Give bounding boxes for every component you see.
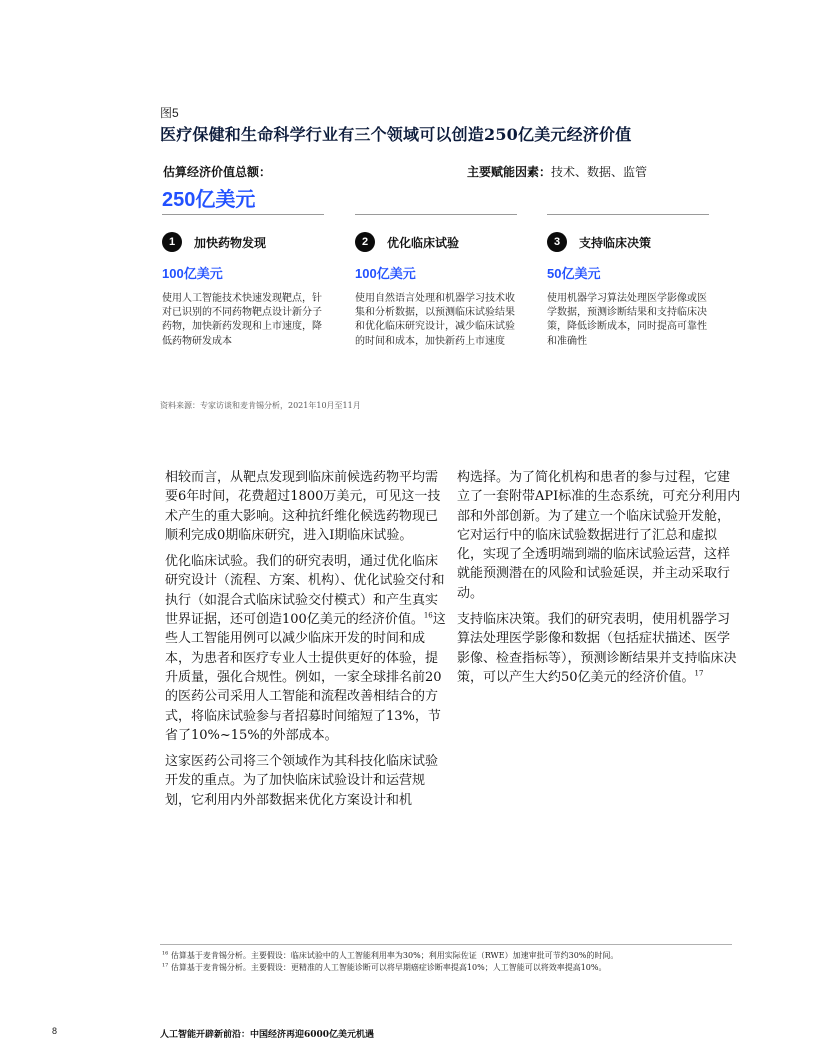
column-divider (355, 214, 517, 215)
body-text: 这些人工智能用例可以减少临床开发的时间和成本，为患者和医疗专业人士提供更好的体验，提升质量，强化合规性。例如，一家全球排名前20的医药公司采用人工智能和流程改善相结合的方式，将临床试验参与者招募时间缩短了13%，节省了10%~15%的外部成本。 (165, 612, 446, 743)
key-enablers (467, 163, 647, 180)
body-paragraph: 这家医药公司将三个领域作为其科技化临床试验开发的重点。为了加快临床试验设计和运营规划，它利用内外部数据来优化方案设计和机 (165, 754, 439, 808)
body-paragraph (457, 610, 741, 687)
footnote-divider (160, 944, 732, 945)
column-divider (547, 214, 709, 215)
area-value: 50亿美元 (547, 266, 601, 281)
area-description: 使用人工智能技术快速发现靶点，针对已识别的不同药物靶点设计新分子药物，加快新药发现和上市速度，降低药物研发成本 (162, 293, 322, 347)
area-number-badge: 2 (355, 232, 375, 252)
area-value: 100亿美元 (355, 266, 416, 281)
figure-title: 医疗保健和生命科学行业有三个领域可以创造250亿美元经济价值 (160, 125, 632, 144)
footnotes (162, 950, 734, 973)
running-title: 人工智能开辟新前沿：中国经济再迎6000亿美元机遇 (160, 1030, 375, 1040)
key-enablers-value: 技术、数据、监管 (551, 165, 648, 179)
area-column-1 (162, 214, 324, 349)
footnote-ref: 17 (694, 669, 704, 678)
area-name: 支持临床决策 (579, 235, 652, 250)
area-number-badge: 3 (547, 232, 567, 252)
footnote-text: 估算基于麦肯锡分析。主要假设：临床试验中的人工智能利用率为30%；利用实际佐证（RWE）加速审批可节约30%的时间。 (170, 951, 619, 960)
body-text: 优化临床试验。我们的研究表明，通过优化临床研究设计（流程、方案、机构）、优化试验交付和执行（如混合式临床试验交付模式）和产生真实世界证据，还可创造100亿美元的经济价值。 (165, 554, 445, 628)
body-paragraph: 相较而言，从靶点发现到临床前候选药物平均需要6年时间，花费超过1800万美元，可见这一技术产生的重大影响。这种抗纤维化候选药物现已顺利完成0期临床研究，进入I期临床试验。 (165, 470, 441, 543)
area-name: 优化临床试验 (387, 235, 460, 250)
footnote-ref: 16 (423, 611, 433, 620)
area-description: 使用机器学习算法处理医学影像或医学数据，预测诊断结果和支持临床决策，降低诊断成本，同时提高可靠性和准确性 (547, 293, 707, 347)
total-value-label: 估算经济价值总额： (163, 165, 272, 179)
body-column-left (165, 468, 449, 817)
footnote (162, 962, 734, 974)
area-column-3 (547, 214, 709, 349)
area-number-badge: 1 (162, 232, 182, 252)
column-divider (162, 214, 324, 215)
footnote-number: 16 (162, 950, 169, 957)
figure-label: 图5 (160, 106, 179, 120)
footnote-number: 17 (162, 961, 169, 968)
body-paragraph: 构选择。为了简化机构和患者的参与过程，它建立了一套附带API标准的生态系统，可充分利用内部和外部创新。为了建立一个临床试验开发舱，它对运行中的临床试验数据进行了汇总和虚拟化，实现了全透明端到端的临床试验运营，这样就能预测潜在的风险和试验延误，并主动采取行动。 (457, 470, 741, 601)
footnote (162, 950, 734, 962)
total-value: 250亿美元 (162, 189, 256, 211)
body-paragraph (165, 552, 449, 745)
area-value: 100亿美元 (162, 266, 223, 281)
body-column-right (457, 468, 741, 694)
body-text: 支持临床决策。我们的研究表明，使用机器学习算法处理医学影像和数据（包括症状描述、医学影像、检查指标等），预测诊断结果并支持临床决策，可以产生大约50亿美元的经济价值。 (457, 612, 737, 685)
area-column-2 (355, 214, 517, 349)
key-enablers-label: 主要赋能因素： (467, 165, 552, 179)
page-number: 8 (52, 1026, 58, 1036)
area-description: 使用自然语言处理和机器学习技术收集和分析数据，以预测临床试验结果和优化临床研究设计，减少临床试验的时间和成本，加快新药上市速度 (355, 293, 515, 347)
footnote-text: 估算基于麦肯锡分析。主要假设：更精准的人工智能诊断可以将早期癌症诊断率提高10%；人工智能可以将效率提高10%。 (170, 962, 607, 972)
area-name: 加快药物发现 (194, 235, 267, 250)
figure-source: 资料来源：专家访谈和麦肯锡分析，2021年10月至11月 (160, 401, 361, 410)
